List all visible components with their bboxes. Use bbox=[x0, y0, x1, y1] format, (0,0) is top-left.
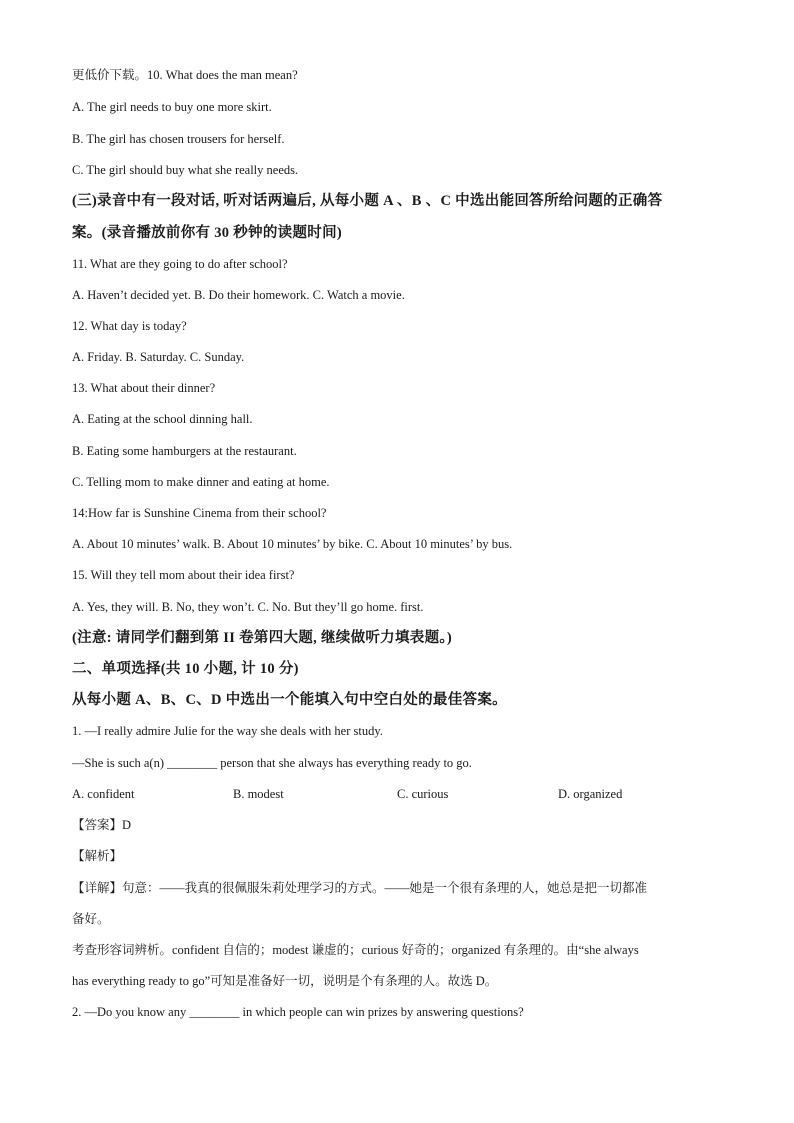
question-11-options: A. Haven’t decided yet. B. Do their homework. C. Watch a movie. bbox=[72, 288, 405, 302]
question-10-text: 更低价下载。10. What does the man mean? bbox=[72, 68, 298, 82]
explanation-line1: 考查形容词辨析。confident 自信的；modest 谦虚的；curious 好奇的；organized 有条理的。由“she always bbox=[72, 943, 639, 957]
section-2-title: 二、单项选择(共 10 小题, 计 10 分) bbox=[72, 661, 299, 677]
option-13a: A. Eating at the school dinning hall. bbox=[72, 412, 253, 426]
option-10b: B. The girl has chosen trousers for herself. bbox=[72, 132, 285, 146]
question-15: 15. Will they tell mom about their idea first? bbox=[72, 568, 295, 582]
question-15-options: A. Yes, they will. B. No, they won’t. C. No. But they’ll go home. first. bbox=[72, 600, 424, 614]
question-2: 2. —Do you know any ________ in which people can win prizes by answering questions? bbox=[72, 1005, 524, 1019]
question-14-options: A. About 10 minutes’ walk. B. About 10 minutes’ by bike. C. About 10 minutes’ by bus. bbox=[72, 537, 513, 551]
option-13c: C. Telling mom to make dinner and eating at home. bbox=[72, 475, 330, 489]
question-14: 14:How far is Sunshine Cinema from their school? bbox=[72, 506, 327, 520]
detail-line1: 【详解】句意：——我真的很佩服朱莉处理学习的方式。——她是一个很有条理的人，她总是把一切都准 bbox=[72, 881, 648, 895]
option-1d: D. organized bbox=[558, 787, 623, 801]
question-11: 11. What are they going to do after school? bbox=[72, 257, 288, 271]
option-13b: B. Eating some hamburgers at the restaurant. bbox=[72, 444, 297, 458]
question-1-line2: —She is such a(n) ________ person that she always has everything ready to go. bbox=[72, 756, 472, 770]
option-1a: A. confident bbox=[72, 787, 135, 801]
section-3-instruction-line1: (三)录音中有一段对话, 听对话两遍后, 从每小题 A 、B 、C 中选出能回答所给问题的正确答 bbox=[72, 193, 663, 209]
option-10c: C. The girl should buy what she really needs. bbox=[72, 163, 299, 177]
analysis-label: 【解析】 bbox=[72, 849, 123, 863]
option-1b: B. modest bbox=[233, 787, 284, 801]
section-2-instruction: 从每小题 A、B、C、D 中选出一个能填入句中空白处的最佳答案。 bbox=[72, 692, 507, 708]
option-10a: A. The girl needs to buy one more skirt. bbox=[72, 100, 272, 114]
note-text: (注意: 请同学们翻到第 II 卷第四大题, 继续做听力填表题。) bbox=[72, 630, 453, 646]
explanation-line2: has everything ready to go”可知是准备好一切，说明是个有条理的人。故选 D。 bbox=[72, 974, 498, 988]
question-13: 13. What about their dinner? bbox=[72, 381, 216, 395]
question-1-line1: 1. —I really admire Julie for the way she deals with her study. bbox=[72, 724, 383, 738]
answer-label: 【答案】D bbox=[72, 818, 132, 832]
question-12-options: A. Friday. B. Saturday. C. Sunday. bbox=[72, 350, 245, 364]
question-12: 12. What day is today? bbox=[72, 319, 187, 333]
option-1c: C. curious bbox=[397, 787, 449, 801]
detail-line2: 备好。 bbox=[72, 912, 110, 926]
section-3-instruction-line2: 案。(录音播放前你有 30 秒钟的读题时间) bbox=[72, 225, 343, 241]
